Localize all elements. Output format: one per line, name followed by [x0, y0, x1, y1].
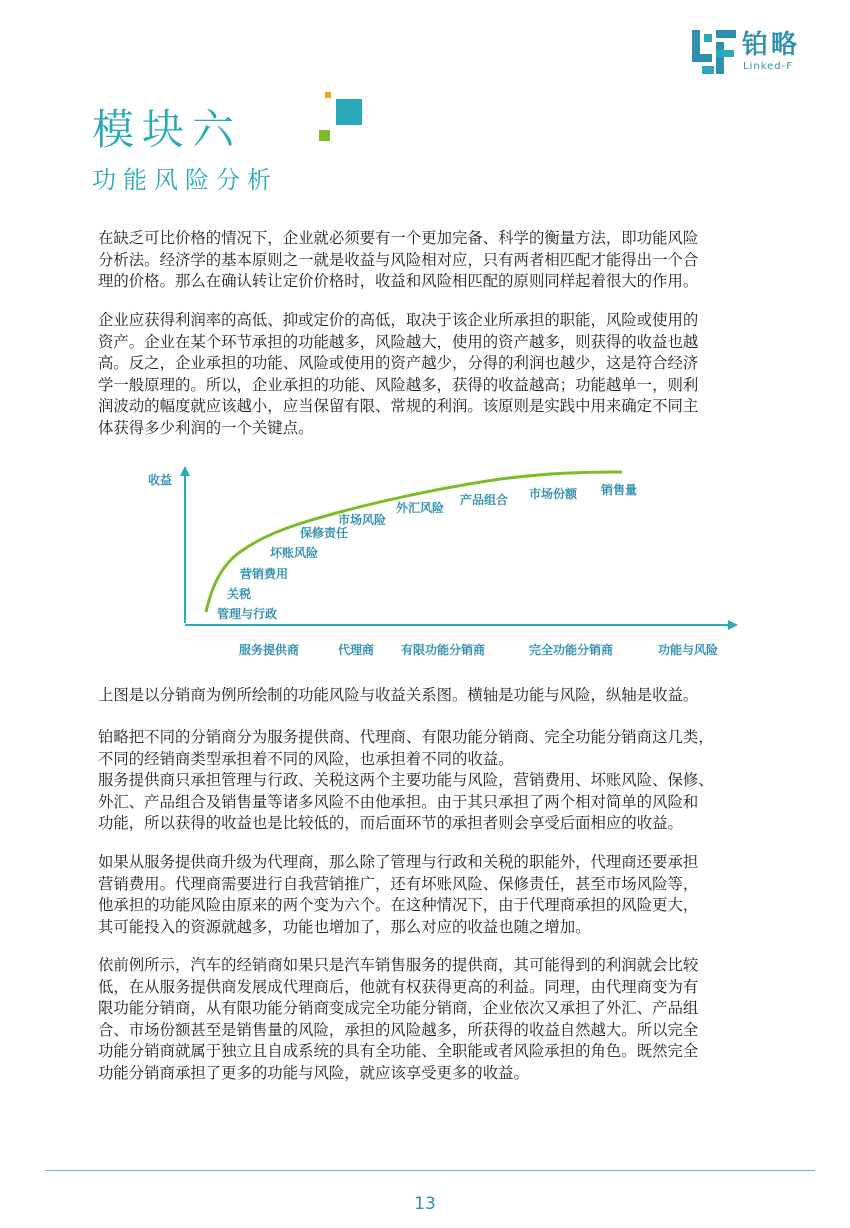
text-line: 服务提供商只承担管理与行政、关税这两个主要功能与风险，营销费用、坏账风险、保修、: [98, 771, 714, 789]
text-line: 营销费用。代理商需要进行自我营销推广，还有坏账风险、保修责任，甚至市场风险等，: [98, 874, 699, 893]
text-line: 其可能投入的资源就越多，功能也增加了，那么对应的收益也随之增加。: [98, 917, 591, 936]
point-label: 关税: [227, 587, 252, 601]
paragraph-5: [98, 955, 788, 1084]
text-line: 功能分销商就属于独立且自成系统的具有全功能、全职能或者风险承担的角色。既然完全: [98, 1042, 699, 1060]
text-line: 体获得多少利润的一个关键点。: [98, 418, 314, 437]
x-axis-arrow: [728, 620, 738, 630]
page-subtitle: 功能风险分析: [92, 166, 278, 194]
point-label: 营销费用: [240, 567, 289, 581]
text-line: 铂略把不同的分销商分为服务提供商、代理商、有限功能分销商、完全功能分销商这几类，: [98, 728, 714, 746]
text-line: 依前例所示，汽车的经销商如果只是汽车销售服务的提供商，其可能得到的利润就会比较: [98, 956, 699, 974]
text-line: 在缺乏可比价格的情况下，企业就必须要有一个更加完备、科学的衡量方法，即功能风险: [98, 229, 699, 247]
category-label: 完全功能分销商: [529, 643, 614, 657]
text-line: 高。反之，企业承担的功能、风险或使用的资产越少，分得的利润也越少，这是符合经济: [98, 354, 699, 372]
category-label: 有限功能分销商: [401, 643, 486, 657]
deco-square-green: [319, 130, 330, 141]
text-line: 低，在从服务提供商发展成代理商后，他就有权获得更高的利益。同理，由代理商变为有: [98, 977, 699, 996]
brand-logo: [692, 30, 814, 74]
text-line: 企业应获得利润率的高低、抑或定价的高低，取决于该企业所承担的职能，风险或使用的: [98, 311, 699, 329]
page-title: 模块六: [92, 105, 243, 154]
chart-caption: [98, 685, 788, 707]
function-risk-chart: [140, 460, 740, 665]
text-line: 上图是以分销商为例所绘制的功能风险与收益关系图。横轴是功能与风险，纵轴是收益。: [98, 686, 699, 704]
point-label: 管理与行政: [217, 607, 278, 621]
paragraph-2: [98, 310, 788, 439]
text-line: 理的价格。那么在确认转让定价价格时，收益和风险相匹配的原则同样起着很大的作用。: [98, 272, 699, 290]
point-label: 产品组合: [460, 493, 509, 507]
text-line: 他承担的功能风险由原来的两个变为六个。在这种情况下，由于代理商承担的风险更大，: [98, 896, 699, 914]
text-line: 不同的经销商类型承担着不同的风险，也承担着不同的收益。: [98, 749, 514, 768]
text-line: 限功能分销商，从有限功能分销商变成完全功能分销商，企业依次又承担了外汇、产品组: [98, 999, 699, 1017]
point-label: 外汇风险: [396, 501, 445, 515]
text-line: 合、市场份额甚至是销售量的风险，承担的风险越多，所获得的收益自然越大。所以完全: [98, 1020, 699, 1039]
point-label: 坏账风险: [270, 546, 319, 560]
category-label: 服务提供商: [239, 643, 300, 657]
logo-mark-icon: [692, 30, 736, 74]
deco-square-orange: [325, 92, 331, 98]
paragraph-4: [98, 852, 788, 938]
page-number: 13: [414, 1194, 436, 1214]
brand-name-en: Linked-F: [743, 61, 793, 72]
paragraph-3: [98, 727, 788, 835]
text-line: 学一般原理的。所以，企业承担的功能、风险越多，获得的收益越高；功能越单一，则利: [98, 375, 699, 394]
y-axis-arrow: [180, 466, 190, 476]
point-label: 保修责任: [300, 526, 349, 540]
footer-divider: [45, 1170, 815, 1171]
paragraph-1: [98, 228, 788, 293]
deco-square-teal: [336, 99, 362, 125]
text-line: 功能，所以获得的收益也是比较低的，而后面环节的承担者则会享受后面相应的收益。: [98, 814, 683, 832]
text-line: 如果从服务提供商升级为代理商，那么除了管理与行政和关税的职能外，代理商还要承担: [98, 853, 699, 871]
brand-name-cn: 铂略: [742, 30, 801, 60]
text-line: 功能分销商承担了更多的功能与风险，就应该享受更多的收益。: [98, 1063, 529, 1082]
point-label: 市场风险: [338, 513, 387, 527]
category-label: 代理商: [338, 643, 375, 657]
text-line: 分析法。经济学的基本原则之一就是收益与风险相对应，只有两者相匹配才能得出一个合: [98, 250, 699, 269]
text-line: 资产。企业在某个环节承担的功能越多，风险越大，使用的资产越多，则获得的收益也越: [98, 332, 699, 351]
point-label: 市场份额: [529, 487, 578, 501]
y-axis-label: 收益: [148, 473, 173, 487]
x-axis-label: 功能与风险: [658, 643, 719, 657]
text-line: 润波动的幅度就应该越小，应当保留有限、常规的利润。该原则是实践中用来确定不同主: [98, 397, 699, 415]
point-label: 销售量: [601, 483, 638, 497]
chart-axes: [180, 466, 738, 630]
text-line: 外汇、产品组合及销售量等诸多风险不由他承担。由于其只承担了两个相对简单的风险和: [98, 792, 699, 811]
